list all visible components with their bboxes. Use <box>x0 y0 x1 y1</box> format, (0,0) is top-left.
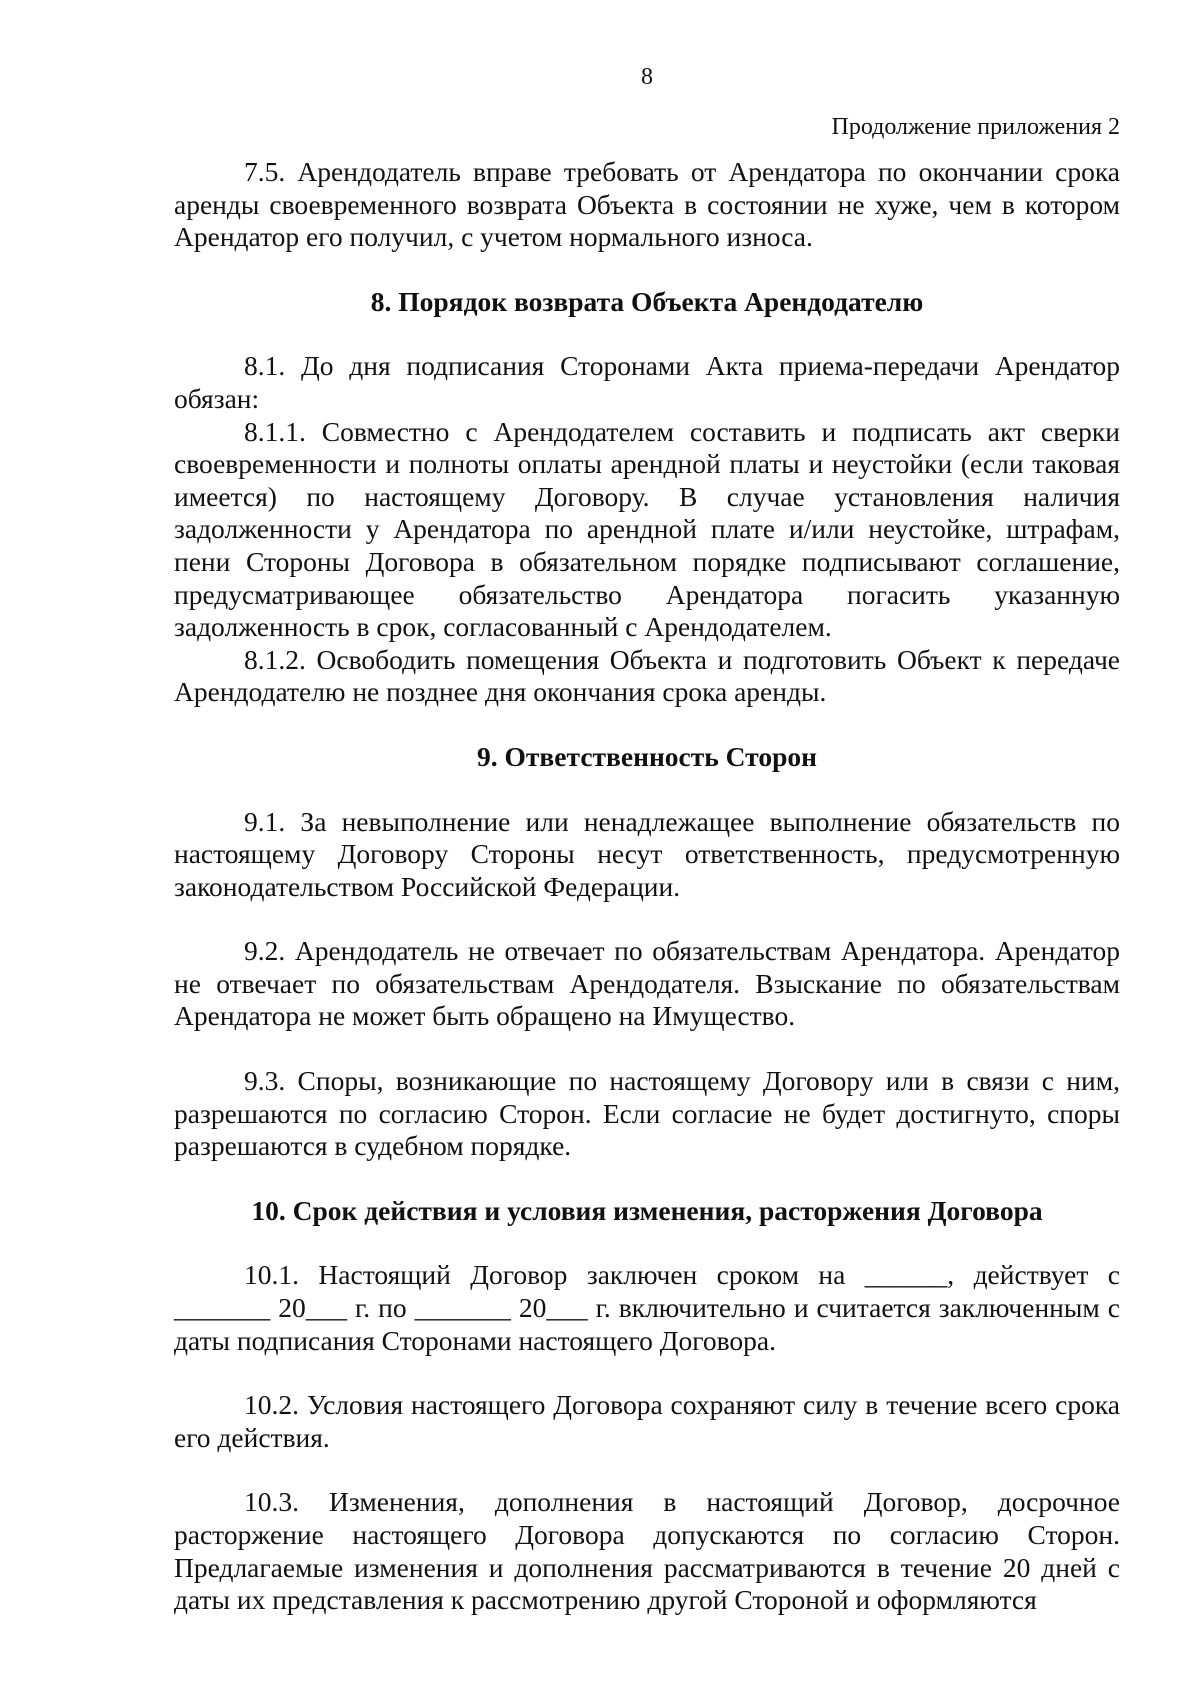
clause-9-3: 9.3. Споры, возникающие по настоящему Договору или в связи с ним, разрешаются по согласию Сторон. Если согласие не будет достигнуто, споры разрешаются в судебном порядке. <box>174 1065 1120 1162</box>
clause-10-1: 10.1. Настоящий Договор заключен сроком на ______, действует с _______ 20___ г. по _______ 20___ г. включительно и считается заключенным с даты подписания Сторонами настоящего Договора. <box>174 1259 1120 1356</box>
appendix-note: Продолжение приложения 2 <box>831 114 1120 140</box>
section-9-title: 9. Ответственность Сторон <box>477 740 817 772</box>
section-8-title: 8. Порядок возврата Объекта Арендодателю <box>370 285 924 317</box>
section-10-title: 10. Срок действия и условия изменения, расторжения Договора <box>251 1194 1043 1226</box>
clause-8-1-2: 8.1.2. Освободить помещения Объекта и подготовить Объект к передаче Арендодателю не позднее дня окончания срока аренды. <box>174 643 1120 708</box>
page-number: 8 <box>641 64 653 90</box>
clause-8-1-1: 8.1.1. Совместно с Арендодателем составить и подписать акт сверки своевременности и полноты оплаты арендной платы и неустойки (если таковая имеется) по настоящему Договору. В случае установления наличия задолженности у Арендатора по арендной плате и/или неустойке, штрафам, пени Стороны Договора в обязательном порядке подписывают соглашение, предусматривающее обязательство Арендатора погасить указанную задолженность в срок, согласованный с Арендодателем. <box>174 415 1120 643</box>
clause-10-3: 10.3. Изменения, дополнения в настоящий Договор, досрочное расторжение настоящего Договора допускаются по согласию Сторон. Предлагаемые изменения и дополнения рассматриваются в течение 20 дней с даты их представления к рассмотрению другой Стороной и оформляются <box>174 1486 1120 1616</box>
clause-9-1: 9.1. За невыполнение или ненадлежащее выполнение обязательств по настоящему Договору Стороны несут ответственность, предусмотренную законодательством Российской Федерации. <box>174 805 1120 902</box>
clause-7-5: 7.5. Арендодатель вправе требовать от Арендатора по окончании срока аренды своевременного возврата Объекта в состоянии не хуже, чем в котором Арендатор его получил, с учетом нормального износа. <box>174 156 1120 253</box>
clause-10-2: 10.2. Условия настоящего Договора сохраняют силу в течение всего срока его действия. <box>174 1389 1120 1453</box>
clause-9-2: 9.2. Арендодатель не отвечает по обязательствам Арендатора. Арендатор не отвечает по обязательствам Арендодателя. Взыскание по обязательствам Арендатора не может быть обращено на Имущество. <box>174 935 1120 1032</box>
clause-8-1: 8.1. До дня подписания Сторонами Акта приема-передачи Арендатор обязан: <box>174 350 1120 414</box>
